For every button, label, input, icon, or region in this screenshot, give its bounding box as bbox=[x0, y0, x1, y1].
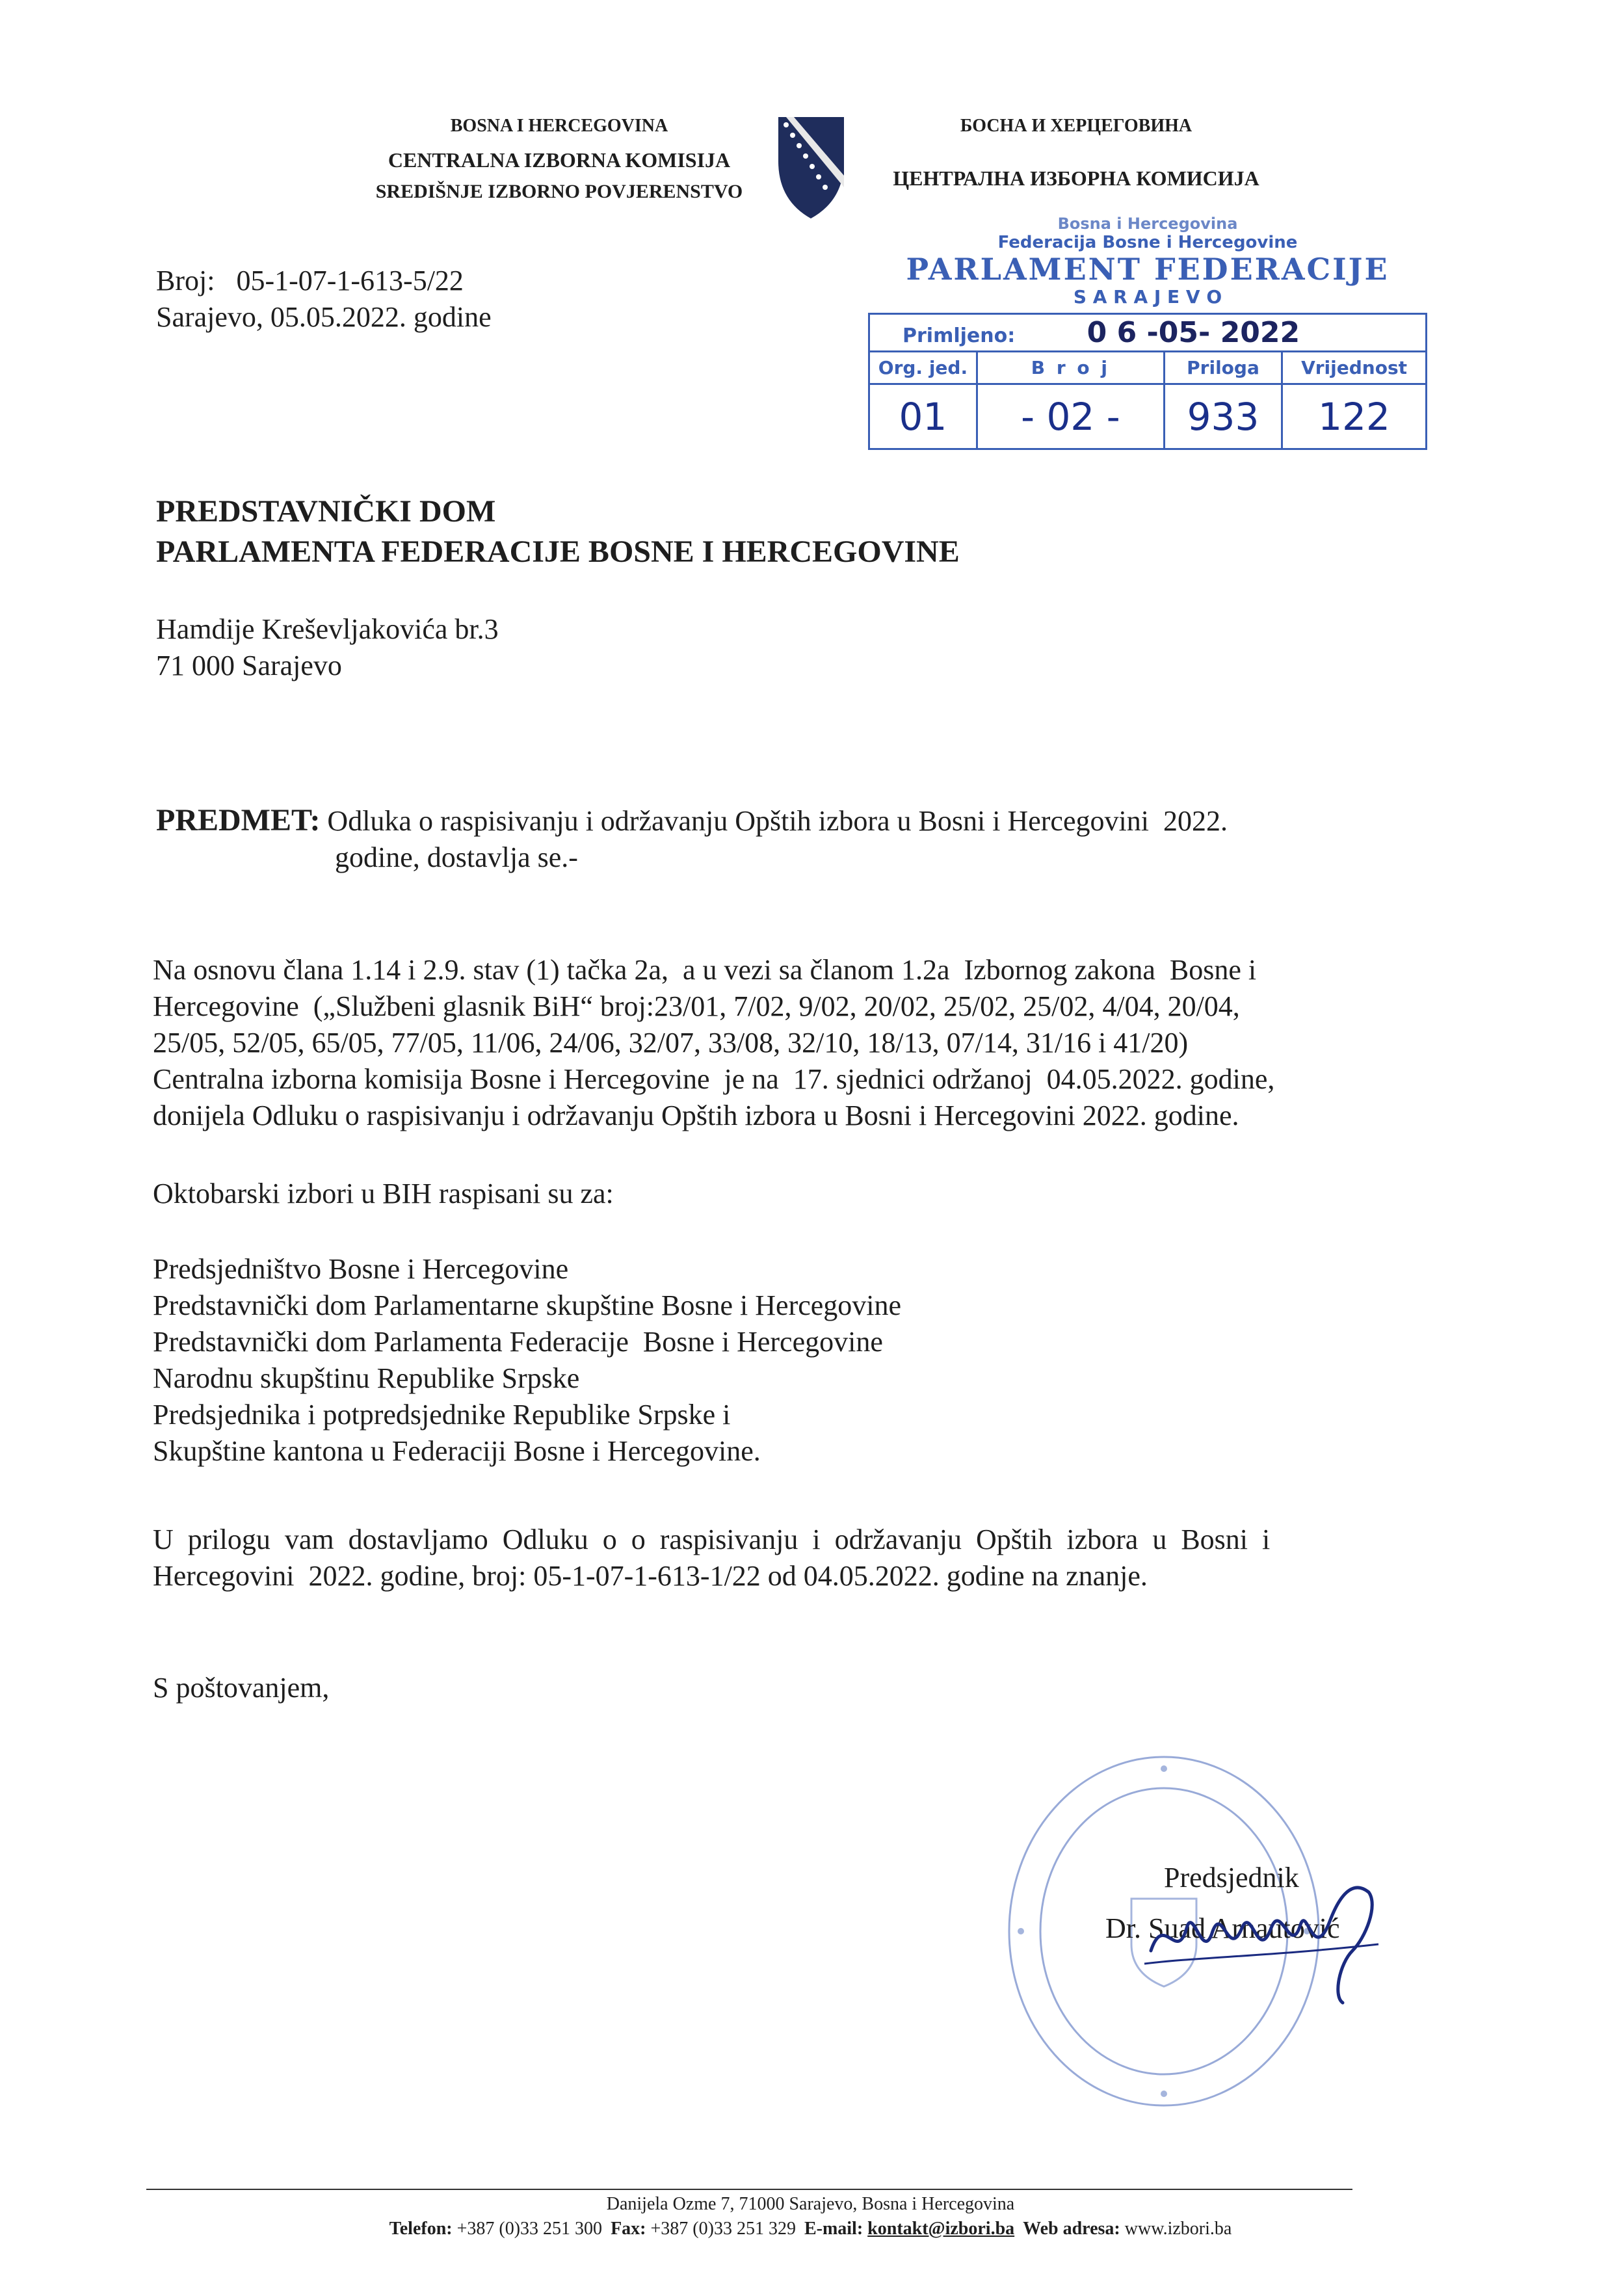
stamp-col-vrijednost: Vrijednost bbox=[1282, 352, 1427, 384]
stamp-col-priloga: Priloga bbox=[1164, 352, 1282, 384]
header-left bbox=[351, 117, 767, 202]
footer-tel: +387 (0)33 251 300 bbox=[456, 2219, 603, 2239]
handwritten-signature-icon bbox=[1105, 1866, 1391, 2009]
footer-email-link[interactable]: kontakt@izbori.ba bbox=[867, 2219, 1015, 2239]
stamp-val-vrijednost: 122 bbox=[1282, 384, 1427, 449]
recipient-line1: PREDSTAVNIČKI DOM bbox=[156, 494, 496, 529]
list-item: Narodnu skupštinu Republike Srpske bbox=[153, 1362, 580, 1394]
paragraph-line: Hercegovine („Službeni glasnik BiH“ broj:23/01, 7/02, 9/02, 20/02, 25/02, 25/02, 4/04, 20/04, bbox=[153, 990, 1240, 1022]
subject-line2: godine, dostavlja se.- bbox=[335, 841, 578, 873]
received-stamp bbox=[868, 215, 1427, 450]
address-line1: Hamdije Kreševljakovića br.3 bbox=[156, 613, 499, 645]
stamp-val-priloga: 933 bbox=[1164, 384, 1282, 449]
footer-address: Danijela Ozme 7, 71000 Sarajevo, Bosna i Hercegovina bbox=[606, 2194, 1015, 2214]
stamp-col-broj: B r o j bbox=[977, 352, 1164, 384]
footer-fax: +387 (0)33 251 329 bbox=[650, 2219, 796, 2239]
stamp-received-label: Primljeno: bbox=[903, 324, 1016, 347]
paragraph-line: 25/05, 52/05, 65/05, 77/05, 11/06, 24/06, 32/07, 33/08, 32/10, 18/13, 07/14, 31/16 i 41/20) bbox=[153, 1027, 1189, 1059]
footer-fax-label: Fax: bbox=[611, 2219, 646, 2239]
elections-list bbox=[153, 1251, 901, 1470]
signature-name: Dr. Suad Arnautović bbox=[1105, 1912, 1340, 1944]
recipient-block bbox=[156, 492, 960, 572]
stamp-line4: S A R A J E V O bbox=[1073, 286, 1222, 308]
paragraph-line: Na osnovu člana 1.14 i 2.9. stav (1) tačka 2a, a u vezi sa članom 1.2a Izbornog zakona Bosne i bbox=[153, 954, 1257, 986]
header-commission-cyr: ЦЕНТРАЛНА ИЗБОРНА КОМИСИЈА bbox=[893, 166, 1259, 190]
paragraph-legal-basis bbox=[153, 952, 1463, 1134]
stamp-received-date: 0 6 -05- 2022 bbox=[1087, 316, 1300, 349]
header-commission: CENTRALNA IZBORNA KOMISIJA bbox=[388, 148, 731, 172]
paragraph-elections-intro: Oktobarski izbori u BIH raspisani su za: bbox=[153, 1178, 614, 1209]
subject-label: PREDMET: bbox=[156, 803, 321, 838]
footer-web-link[interactable]: www.izbori.ba bbox=[1124, 2219, 1232, 2239]
header-commission-alt: SREDIŠNJE IZBORNO POVJERENSTVO bbox=[375, 181, 743, 202]
list-item: Predstavnički dom Parlamenta Federacije Bosne i Hercegovine bbox=[153, 1326, 883, 1358]
stamp-register-table bbox=[868, 313, 1427, 450]
signature-title: Predsjednik bbox=[1164, 1862, 1299, 1894]
list-item: Predsjednika i potpredsjednike Republike Srpske i bbox=[153, 1399, 731, 1431]
stamp-line3: PARLAMENT FEDERACIJE bbox=[906, 252, 1390, 287]
footer-web-label: Web adresa: bbox=[1023, 2219, 1120, 2239]
paragraph-line: U prilogu vam dostavljamo Odluku o o raspisivanju i održavanju Opštih izbora u Bosni i bbox=[153, 1524, 1271, 1555]
stamp-col-org: Org. jed. bbox=[869, 352, 977, 384]
reference-number: Broj: 05-1-07-1-613-5/22 bbox=[156, 265, 464, 297]
closing-salutation: S poštovanjem, bbox=[153, 1672, 330, 1704]
recipient-address bbox=[156, 611, 499, 684]
header-country: BOSNA I HERCEGOVINA bbox=[450, 116, 668, 136]
reference-block bbox=[156, 263, 492, 336]
paragraph-line: Centralna izborna komisija Bosne i Hercegovine je na 17. sjednici održanoj 04.05.2022. godine, bbox=[153, 1063, 1275, 1095]
paragraph-line: Hercegovini 2022. godine, broj: 05-1-07-1-613-1/22 od 04.05.2022. godine na znanje. bbox=[153, 1560, 1148, 1592]
stamp-val-org: 01 bbox=[869, 384, 977, 449]
reference-date: Sarajevo, 05.05.2022. godine bbox=[156, 301, 492, 333]
list-item: Predsjedništvo Bosne i Hercegovine bbox=[153, 1253, 569, 1285]
address-line2: 71 000 Sarajevo bbox=[156, 650, 342, 681]
subject-line1: Odluka o raspisivanju i održavanju Opštih izbora u Bosni i Hercegovini 2022. bbox=[327, 805, 1228, 837]
footer-tel-label: Telefon: bbox=[389, 2219, 453, 2239]
list-item: Predstavnički dom Parlamentarne skupštine Bosne i Hercegovine bbox=[153, 1289, 902, 1321]
footer-email-label: E-mail: bbox=[804, 2219, 863, 2239]
paragraph-line: donijela Odluku o raspisivanju i održavanju Opštih izbora u Bosni i Hercegovini 2022. godine. bbox=[153, 1100, 1239, 1131]
paragraph-attachment bbox=[153, 1522, 1463, 1594]
subject-block bbox=[156, 802, 1456, 876]
header-country-cyr: БОСНА И ХЕРЦЕГОВИНА bbox=[960, 116, 1193, 136]
recipient-line2: PARLAMENTA FEDERACIJE BOSNE I HERCEGOVINE bbox=[156, 534, 960, 569]
footer-rule bbox=[146, 2189, 1352, 2190]
header-right bbox=[868, 117, 1284, 189]
footer bbox=[0, 2194, 1621, 2239]
stamp-line1: Bosna i Hercegovina bbox=[1057, 215, 1238, 233]
stamp-line2: Federacija Bosne i Hercegovine bbox=[997, 233, 1298, 252]
stamp-val-broj: - 02 - bbox=[977, 384, 1164, 449]
coat-of-arms-icon bbox=[777, 116, 845, 220]
list-item: Skupštine kantona u Federaciji Bosne i Hercegovine. bbox=[153, 1435, 761, 1467]
